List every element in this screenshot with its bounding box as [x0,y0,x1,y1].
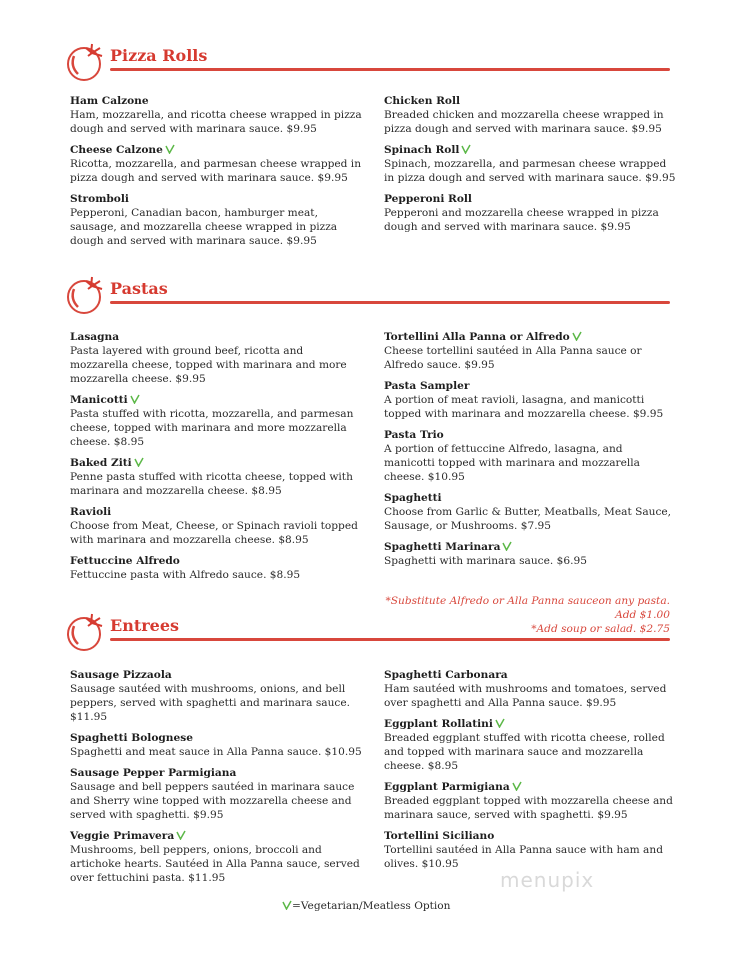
menu-item [70,766,362,822]
item-description: Cheese tortellini sautéed in Alla Panna sauce or Alfredo sauce. $9.95 [384,345,642,371]
divider [110,638,670,641]
menu-item [384,428,676,484]
vegetarian-icon [134,457,144,467]
item-name: Tortellini Alla Panna or Alfredo [384,331,570,343]
menu-item [384,540,676,568]
menu-item [384,668,676,710]
vegetarian-icon [495,718,505,728]
item-name: Spaghetti Carbonara [384,669,508,681]
menu-item [70,731,362,759]
item-name: Stromboli [70,193,129,205]
item-name: Lasagna [70,331,120,343]
item-name: Spaghetti [384,492,442,504]
item-name: Eggplant Parmigiana [384,781,510,793]
menu-column-left [70,94,362,255]
menu-item [384,330,676,372]
item-description: Pasta layered with ground beef, ricotta and mozzarella cheese, topped with marinara and more mozzarella cheese. $9.95 [70,345,347,385]
item-name: Pepperoni Roll [384,193,472,205]
menu-item [70,668,362,724]
menu-column-left [70,668,362,892]
item-name: Ravioli [70,506,112,518]
menu-item [70,94,362,136]
menu-item [384,94,676,136]
item-description: Spaghetti and meat sauce in Alla Panna sauce. $10.95 [70,746,362,758]
item-name: Spaghetti Bolognese [70,732,193,744]
tomato-icon [64,610,106,652]
item-description: Fettuccine pasta with Alfredo sauce. $8.95 [70,569,301,581]
item-description: Penne pasta stuffed with ricotta cheese, topped with marinara and mozzarella cheese. $8.95 [70,471,353,497]
item-name: Ham Calzone [70,95,149,107]
item-name: Manicotti [70,394,128,406]
menu-item [384,491,676,533]
item-description: Choose from Garlic & Butter, Meatballs, Meat Sauce, Sausage, or Mushrooms. $7.95 [384,506,672,532]
vegetarian-icon [502,541,512,551]
menu-item [70,829,362,885]
vegetarian-icon [176,830,186,840]
menu-item [70,143,362,185]
item-description: Sausage and bell peppers sautéed in marinara sauce and Sherry wine topped with mozzarella cheese and served with spaghetti. $9.95 [70,781,355,821]
item-description: Breaded eggplant stuffed with ricotta cheese, rolled and topped with marinara sauce and mozzarella cheese. $8.95 [384,732,665,772]
item-description: Ham sautéed with mushrooms and tomatoes, served over spaghetti and Alla Panna sauce. $9.95 [384,683,667,709]
menu-item [384,379,676,421]
menu-column-right [384,668,676,878]
item-description: Ricotta, mozzarella, and parmesan cheese wrapped in pizza dough and served with marinara sauce. $9.95 [70,158,362,184]
item-name: Sausage Pizzaola [70,669,172,681]
item-name: Fettuccine Alfredo [70,555,180,567]
legend-text: =Vegetarian/Meatless Option [292,900,451,912]
item-name: Sausage Pepper Parmigiana [70,767,237,779]
item-name: Eggplant Rollatini [384,718,493,730]
menu-item [384,192,676,234]
menu-item [70,554,362,582]
vegetarian-icon [461,144,471,154]
item-name: Tortellini Siciliano [384,830,495,842]
note-line-1: *Substitute Alfredo or Alla Panna sauceon any pasta. Add $1.00 [385,595,670,621]
item-description: A portion of meat ravioli, lasagna, and manicotti topped with marinara and mozzarella cheese. $9.95 [384,394,664,420]
item-name: Pasta Sampler [384,380,470,392]
menu-column-left [70,330,362,589]
menu-item [70,330,362,386]
tomato-icon [64,40,106,82]
item-description: Breaded eggplant topped with mozzarella cheese and marinara sauce, served with spaghetti. $9.95 [384,795,673,821]
menu-item [70,192,362,248]
item-description: Mushrooms, bell peppers, onions, broccoli and artichoke hearts. Sautéed in Alla Panna sauce, served over fettuchini pasta. $11.95 [70,844,360,884]
item-name: Pasta Trio [384,429,444,441]
item-name: Chicken Roll [384,95,460,107]
vegetarian-icon [165,144,175,154]
item-name: Baked Ziti [70,457,132,469]
item-description: A portion of fettuccine Alfredo, lasagna, and manicotti topped with marinara and mozzarella cheese. $10.95 [384,443,640,483]
item-name: Spinach Roll [384,144,460,156]
menu-item [384,829,676,871]
section-title: Pizza Rolls [110,46,208,65]
menu-item [384,780,676,822]
divider [110,68,670,71]
menu-item [384,143,676,185]
menu-item [70,393,362,449]
item-name: Veggie Primavera [70,830,175,842]
item-description: Pasta stuffed with ricotta, mozzarella, and parmesan cheese, topped with marinara and more mozzarella cheese. $8.95 [70,408,354,448]
watermark: menupix [500,868,595,892]
vegetarian-icon [572,331,582,341]
item-description: Ham, mozzarella, and ricotta cheese wrapped in pizza dough and served with marinara sauce. $9.95 [70,109,362,135]
note-line-2: *Add soup or salad. $2.75 [531,623,670,635]
tomato-icon [64,273,106,315]
item-description: Breaded chicken and mozzarella cheese wrapped in pizza dough and served with marinara sauce. $9.95 [384,109,664,135]
section-header-pizza-rolls [64,40,670,84]
item-description: Choose from Meat, Cheese, or Spinach ravioli topped with marinara and mozzarella cheese. $8.95 [70,520,358,546]
item-name: Spaghetti Marinara [384,541,501,553]
menu-column-right [384,94,676,241]
item-description: Spinach, mozzarella, and parmesan cheese wrapped in pizza dough and served with marinara sauce. $9.95 [384,158,676,184]
menu-item [70,505,362,547]
menu-column-right [384,330,676,575]
section-title: Pastas [110,279,168,298]
item-description: Pepperoni and mozzarella cheese wrapped in pizza dough and served with marinara sauce. $9.95 [384,207,659,233]
section-title: Entrees [110,616,180,635]
item-description: Pepperoni, Canadian bacon, hamburger meat, sausage, and mozzarella cheese wrapped in pizza dough and served with marinara sauce. $9.95 [70,207,338,247]
section-header-pastas [64,273,670,317]
vegetarian-legend [280,900,451,912]
item-description: Tortellini sautéed in Alla Panna sauce with ham and olives. $10.95 [384,844,663,870]
item-description: Spaghetti with marinara sauce. $6.95 [384,555,587,567]
vegetarian-icon [130,394,140,404]
substitution-note [370,594,670,636]
item-name: Cheese Calzone [70,144,163,156]
vegetarian-icon [512,781,522,791]
vegetarian-icon [282,900,292,910]
item-description: Sausage sautéed with mushrooms, onions, and bell peppers, served with spaghetti and marinara sauce. $11.95 [70,683,351,723]
menu-item [384,717,676,773]
menu-item [70,456,362,498]
divider [110,301,670,304]
